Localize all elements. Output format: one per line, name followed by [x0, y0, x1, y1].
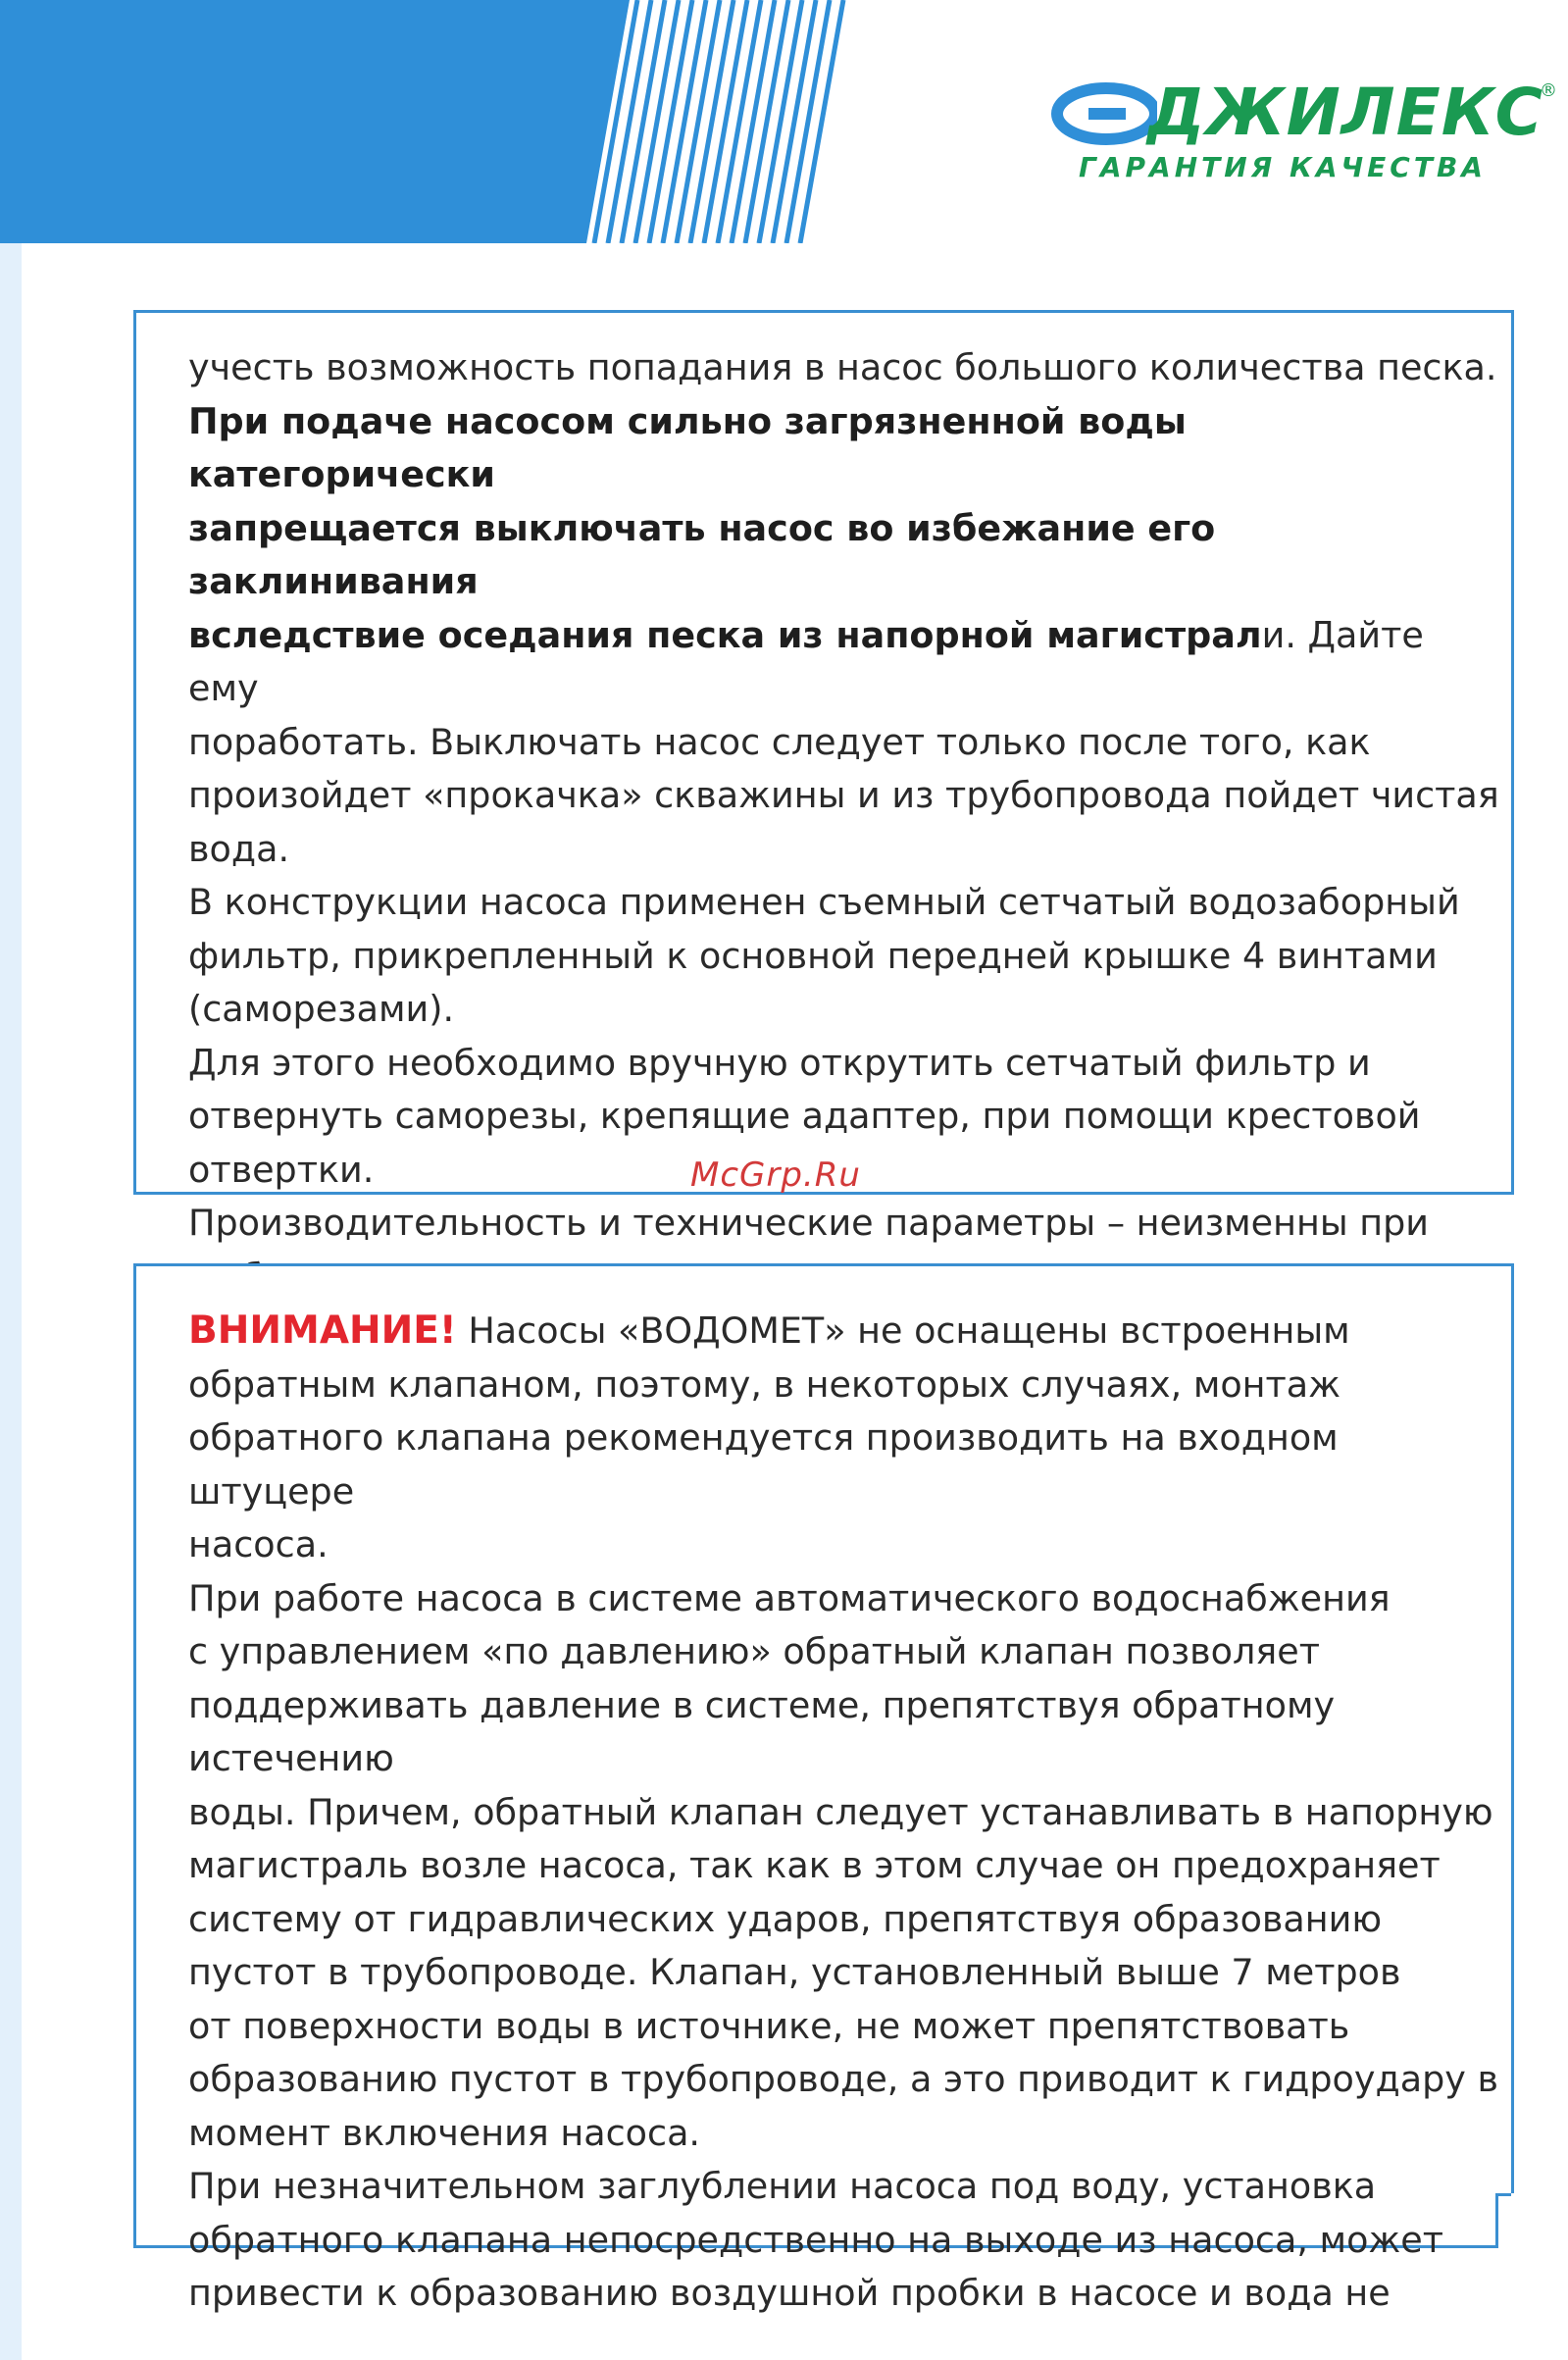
text-line: образованию пустот в трубопроводе, а это приводит к гидроудару в — [188, 2058, 1498, 2100]
text-line: вода. — [188, 827, 290, 870]
text-line: момент включения насоса. — [188, 2111, 701, 2154]
text-line: отвертки. — [188, 1148, 375, 1191]
text-line: обратного клапана непосредственно на выходе из насоса, может — [188, 2218, 1444, 2261]
text-line: привести к образованию воздушной пробки в насосе и вода не — [188, 2272, 1391, 2314]
bold-fragment: вследствие оседания песка из напорной магистрал — [188, 613, 1262, 656]
text-line: учесть возможность попадания в насос большого количества песка. — [188, 346, 1497, 388]
text-line: обратным клапаном, поэтому, в некоторых случаях, монтаж — [188, 1362, 1341, 1406]
text-line: отвернуть саморезы, крепящие адаптер, при помощи крестовой — [188, 1095, 1421, 1137]
warning-label: ВНИМАНИЕ! — [188, 1308, 457, 1353]
text-line: магистраль возле насоса, так как в этом случае он предохраняет — [188, 1844, 1441, 1886]
text-line: обратного клапана рекомендуется производить на входном штуцере — [188, 1416, 1339, 1513]
text-line: поработать. Выключать насос следует только после того, как — [188, 720, 1371, 763]
text-line: воды. Причем, обратный клапан следует устанавливать в напорную — [188, 1790, 1493, 1833]
registered-mark: ® — [1540, 80, 1557, 101]
text-line: от поверхности воды в источнике, не может препятствовать — [188, 2004, 1350, 2047]
text-line: фильтр, прикрепленный к основной передней крышке 4 винтами — [188, 934, 1438, 977]
text-line: При работе насоса в системе автоматического водоснабжения — [188, 1576, 1391, 1619]
text-line: насоса. — [188, 1523, 329, 1565]
text-line: (саморезами). — [188, 988, 455, 1030]
mixed-text-line — [188, 609, 1502, 716]
brand-name: ДЖИЛЕКС — [1147, 75, 1544, 150]
text-line: поддерживать давление в системе, препятствуя обратному истечению — [188, 1683, 1336, 1779]
text-line: Для этого необходимо вручную открутить сетчатый фильтр и — [188, 1041, 1371, 1084]
text-fragment: Насосы «ВОДОМЕТ» не оснащены встроенным — [456, 1309, 1350, 1352]
text-line: В конструкции насоса применен съемный сетчатый водозаборный — [188, 881, 1460, 923]
text-line: При незначительном заглублении насоса под воду, установка — [188, 2165, 1377, 2207]
logo-mark-icon — [1049, 78, 1157, 157]
section-text-2 — [188, 1305, 1502, 2321]
frame-corner-cover — [1511, 2193, 1519, 2250]
bold-text-line: При подаче насосом сильно загрязненной воды категорически — [188, 399, 1187, 495]
brand-slogan: ГАРАНТИЯ КАЧЕСТВА — [1079, 151, 1487, 183]
bold-text-line: запрещается выключать насос во избежание его заклинивания — [188, 506, 1216, 602]
text-line: Производительность и технические параметры – неизменны при — [188, 1202, 1430, 1244]
text-line: систему от гидравлических ударов, препятствуя образованию — [188, 1897, 1383, 1940]
warning-line — [188, 1305, 1502, 1359]
text-fragment: и. Дайте ему — [188, 613, 1424, 709]
watermark: McGrp.Ru — [690, 1155, 861, 1195]
brand-logo — [1049, 75, 1559, 186]
text-line: произойдет «прокачка» скважины и из трубопровода пойдет чистая — [188, 774, 1499, 816]
text-line: с управлением «по давлению» обратный клапан позволяет — [188, 1630, 1320, 1672]
text-line: пустот в трубопроводе. Клапан, установленный выше 7 метров — [188, 1951, 1401, 1993]
left-margin-strip — [0, 243, 22, 2360]
